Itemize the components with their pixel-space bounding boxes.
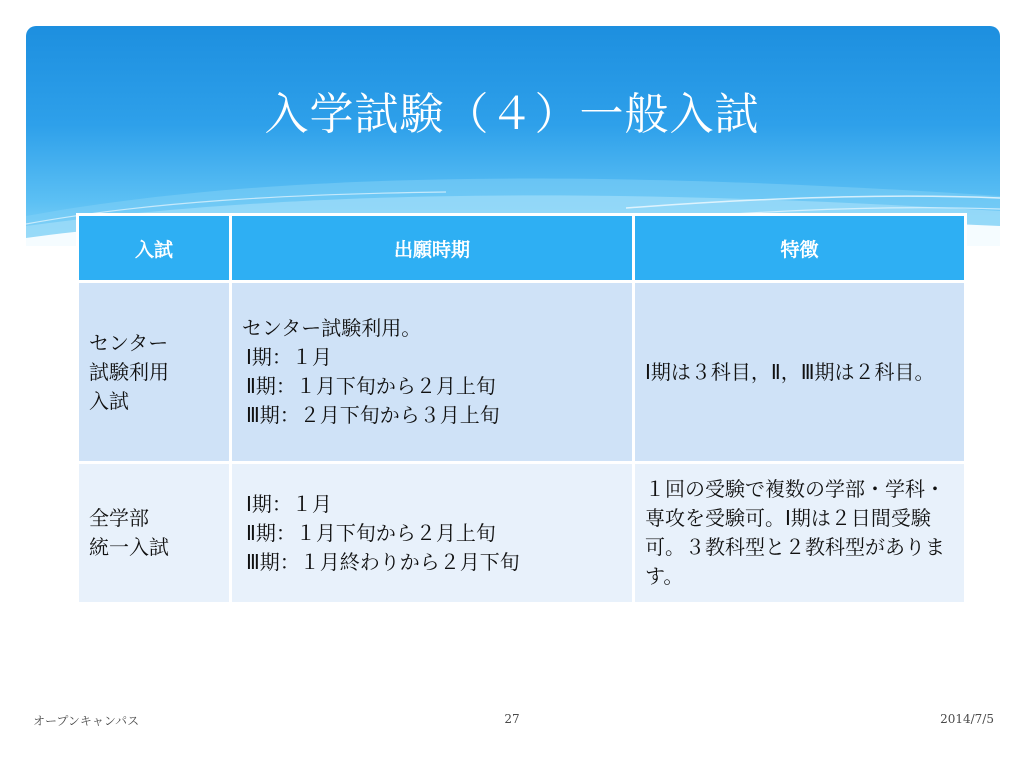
- header-period: 出願時期: [231, 215, 634, 282]
- table-header-row: [78, 215, 966, 282]
- period-line: Ⅰ期：１月: [246, 491, 332, 516]
- feature-cell: [634, 463, 966, 604]
- period-line: センター試験利用。: [242, 316, 422, 340]
- period-cell: [231, 282, 634, 463]
- period-line: Ⅱ期：１月下旬から２月上旬: [246, 520, 496, 545]
- feature-text: Ⅰ期は３科目，Ⅱ，Ⅲ期は２科目。: [645, 359, 935, 384]
- period-line: Ⅰ期：１月: [246, 345, 332, 369]
- footer-event-name: オープンキャンパス: [33, 714, 140, 728]
- table-row: [78, 282, 966, 463]
- exam-name-cell: [78, 463, 231, 604]
- footer-page-number: 27: [504, 712, 520, 726]
- exam-name-line: 試験利用: [89, 359, 169, 384]
- exam-table: [76, 213, 967, 605]
- period-line: Ⅱ期：１月下旬から２月上旬: [246, 374, 496, 398]
- header-feature: 特徴: [634, 215, 966, 282]
- period-line: Ⅲ期：２月下旬から３月上旬: [246, 403, 500, 427]
- period-line: Ⅲ期：１月終わりから２月下旬: [246, 549, 520, 574]
- exam-name-cell: [78, 282, 231, 463]
- feature-cell: [634, 282, 966, 463]
- table-row: [78, 463, 966, 604]
- slide-title: 入学試験（４）一般入試: [264, 89, 760, 140]
- exam-name-line: 全学部: [89, 506, 149, 530]
- footer-date: 2014/7/5: [940, 712, 994, 726]
- exam-name-line: 統一入試: [89, 535, 169, 559]
- header-exam: 入試: [78, 215, 231, 282]
- exam-name-line: 入試: [89, 388, 129, 413]
- feature-text: １回の受験で複数の学部・学科・専攻を受験可。Ⅰ期は２日間受験可。３教科型と２教科型があります。: [645, 477, 945, 588]
- exam-name-line: センター: [89, 330, 169, 355]
- period-cell: [231, 463, 634, 604]
